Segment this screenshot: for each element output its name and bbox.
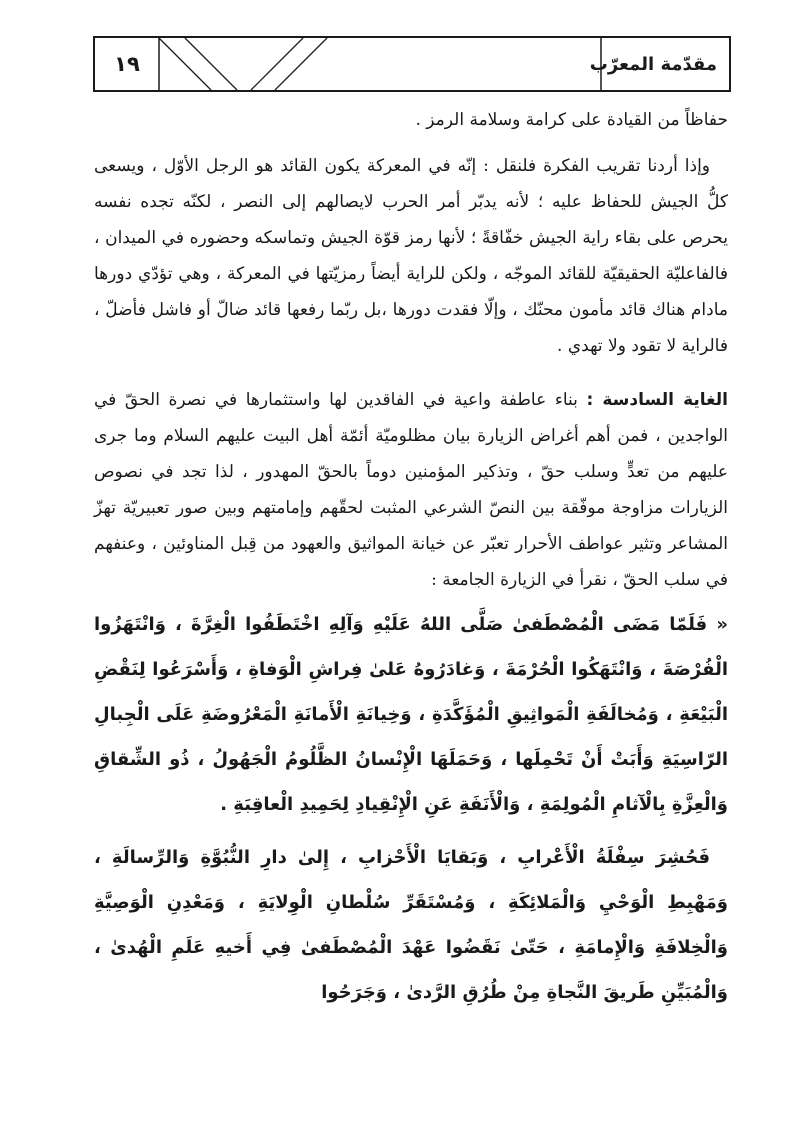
page-number: ١٩ xyxy=(114,52,140,76)
section-text: بناء عاطفة واعية في الفاقدين لها واستثمارها في نصرة الحقّ في الواجدين ، فمن أهم أغراض الزيارة بيان مظلوميّة أئمّة أهل البيت عليهم السلام وما جرى عليهم من تعدٍّ وسلب حقّ ، وتذكير المؤمنين دوماً بالحقّ المهدور ، لذا تجد في نصوص الزيارات مزاوجة موفّقة بين النصّ الشرعي المثبت لحقّهم وإمامتهم وبين صور تعبيريّة تهزّ المشاعر وتثير عواطف الأحرار تعبّر عن خيانة المواثيق والعهود من قِبل المناوئين ، وعنفهم في سلب الحقّ ، نقرأ في الزيارة الجامعة : xyxy=(94,390,728,590)
running-title: مقدّمة المعرّب xyxy=(589,53,717,75)
section-paragraph xyxy=(94,382,728,598)
section-heading: الغاية السادسة : xyxy=(586,390,728,410)
paragraph-1: حفاظاً من القيادة على كرامة وسلامة الرمز . xyxy=(415,110,728,130)
quote-1: « فَلَمّا مَضَى الْمُصْطَفىٰ صَلَّى اللهُ عَلَيْهِ وَآلِهِ اخْتَطَفُوا الْغِرَّةَ ، وَانْتَهَزُوا الْفُرْصَةَ ، وَانْتَهَكُوا الْحُرْمَةَ ، وَغادَرُوهُ عَلىٰ فِراشِ الْوَفاةِ ، وَأَسْرَعُوا لِنَقْضِ الْبَيْعَةِ ، وَمُخالَفَةِ الْمَواثِيقِ الْمُؤَكَّدَةِ ، وَخِيانَةِ الْأَمانَةِ الْمَعْرُوضَةِ عَلَى الْجِبالِ الرّاسِيَةِ وَأَبَتْ أَنْ تَحْمِلَها ، وَحَمَلَهَا الْإِنْسانُ الظَّلُومُ الْجَهُولُ ، ذُو الشِّقاقِ وَالْعِزَّةِ بِالْآثامِ الْمُولِمَةِ ، وَالْأَنَفَةِ عَنِ الْإِنْقِيادِ لِحَمِيدِ الْعاقِبَةِ . xyxy=(94,614,728,815)
quote-2: فَحُشِرَ سِفْلَةُ الْأَعْرابِ ، وَبَقايَا الْأَحْزابِ ، إِلىٰ دارِ النُّبُوَّةِ وَالرِّسالَةِ ، وَمَهْبِطِ الْوَحْيِ وَالْمَلائِكَةِ ، وَمُسْتَقَرِّ سُلْطانِ الْوِلايَةِ ، وَمَعْدِنِ الْوَصِيَّةِ وَالْخِلافَةِ وَالْإِمامَةِ ، حَتّىٰ نَقَضُوا عَهْدَ الْمُصْطَفىٰ فِي أَخيهِ عَلَمِ الْهُدىٰ ، وَالْمُبَيِّنِ طَريقَ النَّجاةِ مِنْ طُرُقِ الرَّدىٰ ، وَجَرَحُوا xyxy=(94,847,728,1003)
page-header xyxy=(93,36,731,92)
paragraph-2: وإذا أردنا تقريب الفكرة فلنقل : إنّه في المعركة يكون القائد هو الرجل الأوّل ، ويسعى كلُّ الجيش للحفاظ عليه ؛ لأنه يدبّر أمر الحرب لايصالهم إلى النصر ، لكنّه تجده نفسه يحرص على بقاء راية الجيش خفّاقةً ؛ لأنها رمز قوّة الجيش وتماسكه وحضوره في الميدان ، فالفاعليّة الحقيقيّة للقائد الموجّه ، ولكن للراية أيضاً رمزيّتها في المعركة ، وهي تؤدّي دورها مادام هناك قائد مأمون محنّك ، وإلّا فقدت دورها ،بل ربّما رفعها قائد ضالّ أو فاشل فأضلّ ، فالراية لا تقود ولا تهدي . xyxy=(94,156,728,356)
page-body xyxy=(94,102,728,1015)
